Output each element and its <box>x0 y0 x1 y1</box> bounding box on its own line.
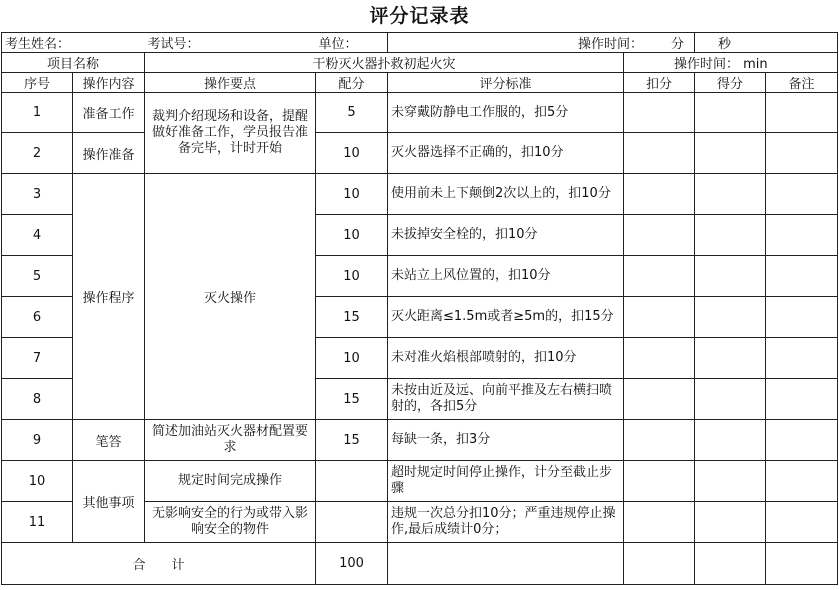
row-no: 2 <box>2 133 73 174</box>
score-cell[interactable] <box>695 297 766 338</box>
total-remark-cell[interactable] <box>766 543 838 585</box>
total-deduct-cell[interactable] <box>624 543 695 585</box>
table-row <box>2 93 838 133</box>
row-criteria: 使用前未上下颠倒2次以上的，扣10分 <box>388 174 624 215</box>
score-cell[interactable] <box>695 256 766 297</box>
total-score: 100 <box>316 543 388 585</box>
score-cell[interactable] <box>695 502 766 543</box>
unit-label: 单位： <box>316 33 388 53</box>
table-row <box>2 174 838 215</box>
row-content: 笔答 <box>73 420 145 461</box>
row-score: 10 <box>316 133 388 174</box>
row-content: 操作准备 <box>73 133 145 174</box>
total-got-cell[interactable] <box>695 543 766 585</box>
row-score: 10 <box>316 256 388 297</box>
table-row <box>2 420 838 461</box>
deduct-cell[interactable] <box>624 420 695 461</box>
deduct-cell[interactable] <box>624 338 695 379</box>
project-row <box>2 53 838 73</box>
row-score: 10 <box>316 174 388 215</box>
score-cell[interactable] <box>695 133 766 174</box>
scoring-table <box>1 32 838 585</box>
header-criteria: 评分标准 <box>388 73 624 93</box>
deduct-cell[interactable] <box>624 93 695 133</box>
row-content: 准备工作 <box>73 93 145 133</box>
seconds-label: 秒 <box>718 37 732 52</box>
row-criteria: 每缺一条，扣3分 <box>388 420 624 461</box>
header-score: 配分 <box>316 73 388 93</box>
row-criteria: 未对准火焰根部喷射的，扣10分 <box>388 338 624 379</box>
header-deduct: 扣分 <box>624 73 695 93</box>
row-criteria: 未穿戴防静电工作服的，扣5分 <box>388 93 624 133</box>
row-score: 10 <box>316 338 388 379</box>
deduct-cell[interactable] <box>624 297 695 338</box>
remark-cell[interactable] <box>766 338 838 379</box>
total-label: 合 计 <box>2 543 316 585</box>
header-remark: 备注 <box>766 73 838 93</box>
row-no: 8 <box>2 379 73 420</box>
project-name-label: 项目名称 <box>2 53 145 73</box>
operation-time-field <box>388 33 732 53</box>
form-title: 评分记录表 <box>369 5 470 27</box>
score-cell[interactable] <box>695 338 766 379</box>
row-points: 无影响安全的行为或带入影响安全的物件 <box>145 502 316 543</box>
row-no: 3 <box>2 174 73 215</box>
score-cell[interactable] <box>695 93 766 133</box>
remark-cell[interactable] <box>766 502 838 543</box>
row-criteria: 未拔掉安全栓的，扣10分 <box>388 215 624 256</box>
total-row <box>2 543 838 585</box>
info-row <box>2 33 838 53</box>
row-points: 简述加油站灭火器材配置要求 <box>145 420 316 461</box>
deduct-cell[interactable] <box>624 379 695 420</box>
row-score: 15 <box>316 297 388 338</box>
operation-time-label: 操作时间： <box>578 37 644 52</box>
score-cell[interactable] <box>695 420 766 461</box>
row-criteria: 未按由近及远、向前平推及左右横扫喷射的，各扣5分 <box>388 379 624 420</box>
score-cell[interactable] <box>695 174 766 215</box>
row-score: 15 <box>316 420 388 461</box>
remark-cell[interactable] <box>766 379 838 420</box>
table-row <box>2 133 838 174</box>
remark-cell[interactable] <box>766 256 838 297</box>
remark-cell[interactable] <box>766 133 838 174</box>
remark-cell[interactable] <box>766 215 838 256</box>
deduct-cell[interactable] <box>624 461 695 502</box>
header-points: 操作要点 <box>145 73 316 93</box>
deduct-cell[interactable] <box>624 502 695 543</box>
score-cell[interactable] <box>695 379 766 420</box>
exam-no-label: 考试号： <box>145 33 316 53</box>
deduct-cell[interactable] <box>624 256 695 297</box>
row-criteria: 未站立上风位置的，扣10分 <box>388 256 624 297</box>
table-row <box>2 461 838 502</box>
candidate-name-label: 考生姓名： <box>2 33 145 53</box>
row-criteria: 违规一次总分扣10分；严重违规停止操作,最后成绩计0分； <box>388 502 624 543</box>
row-no: 7 <box>2 338 73 379</box>
row-criteria: 灭火距离≤1.5m或者≥5m的，扣15分 <box>388 297 624 338</box>
header-no: 序号 <box>2 73 73 93</box>
score-cell[interactable] <box>695 461 766 502</box>
total-criteria-cell <box>388 543 624 585</box>
row-no: 5 <box>2 256 73 297</box>
header-row <box>2 73 838 93</box>
minutes-label: 分 <box>671 37 685 52</box>
row-no: 9 <box>2 420 73 461</box>
project-name-value: 干粉灭火器扑救初起火灾 <box>145 53 624 73</box>
project-time-label: 操作时间： min <box>624 53 838 73</box>
row-no: 6 <box>2 297 73 338</box>
row-criteria: 超时规定时间停止操作，计分至截止步骤 <box>388 461 624 502</box>
header-content: 操作内容 <box>73 73 145 93</box>
row-score: 15 <box>316 379 388 420</box>
row-content: 其他事项 <box>73 461 145 543</box>
remark-cell[interactable] <box>766 420 838 461</box>
row-content: 操作程序 <box>73 174 145 420</box>
deduct-cell[interactable] <box>624 215 695 256</box>
row-points: 裁判介绍现场和设备，提醒做好准备工作，学员报告准备完毕，计时开始 <box>145 93 316 174</box>
row-score: 10 <box>316 215 388 256</box>
row-points: 规定时间完成操作 <box>145 461 316 502</box>
deduct-cell[interactable] <box>624 174 695 215</box>
row-score: 5 <box>316 93 388 133</box>
row-no: 1 <box>2 93 73 133</box>
remark-cell[interactable] <box>766 461 838 502</box>
remark-cell[interactable] <box>766 297 838 338</box>
row-score <box>316 502 388 543</box>
deduct-cell[interactable] <box>624 133 695 174</box>
row-no: 10 <box>2 461 73 502</box>
row-criteria: 灭火器选择不正确的，扣10分 <box>388 133 624 174</box>
row-no: 4 <box>2 215 73 256</box>
header-got: 得分 <box>695 73 766 93</box>
score-cell[interactable] <box>695 215 766 256</box>
row-no: 11 <box>2 502 73 543</box>
remark-cell[interactable] <box>766 93 838 133</box>
row-points: 灭火操作 <box>145 174 316 420</box>
remark-cell[interactable] <box>766 174 838 215</box>
row-score <box>316 461 388 502</box>
